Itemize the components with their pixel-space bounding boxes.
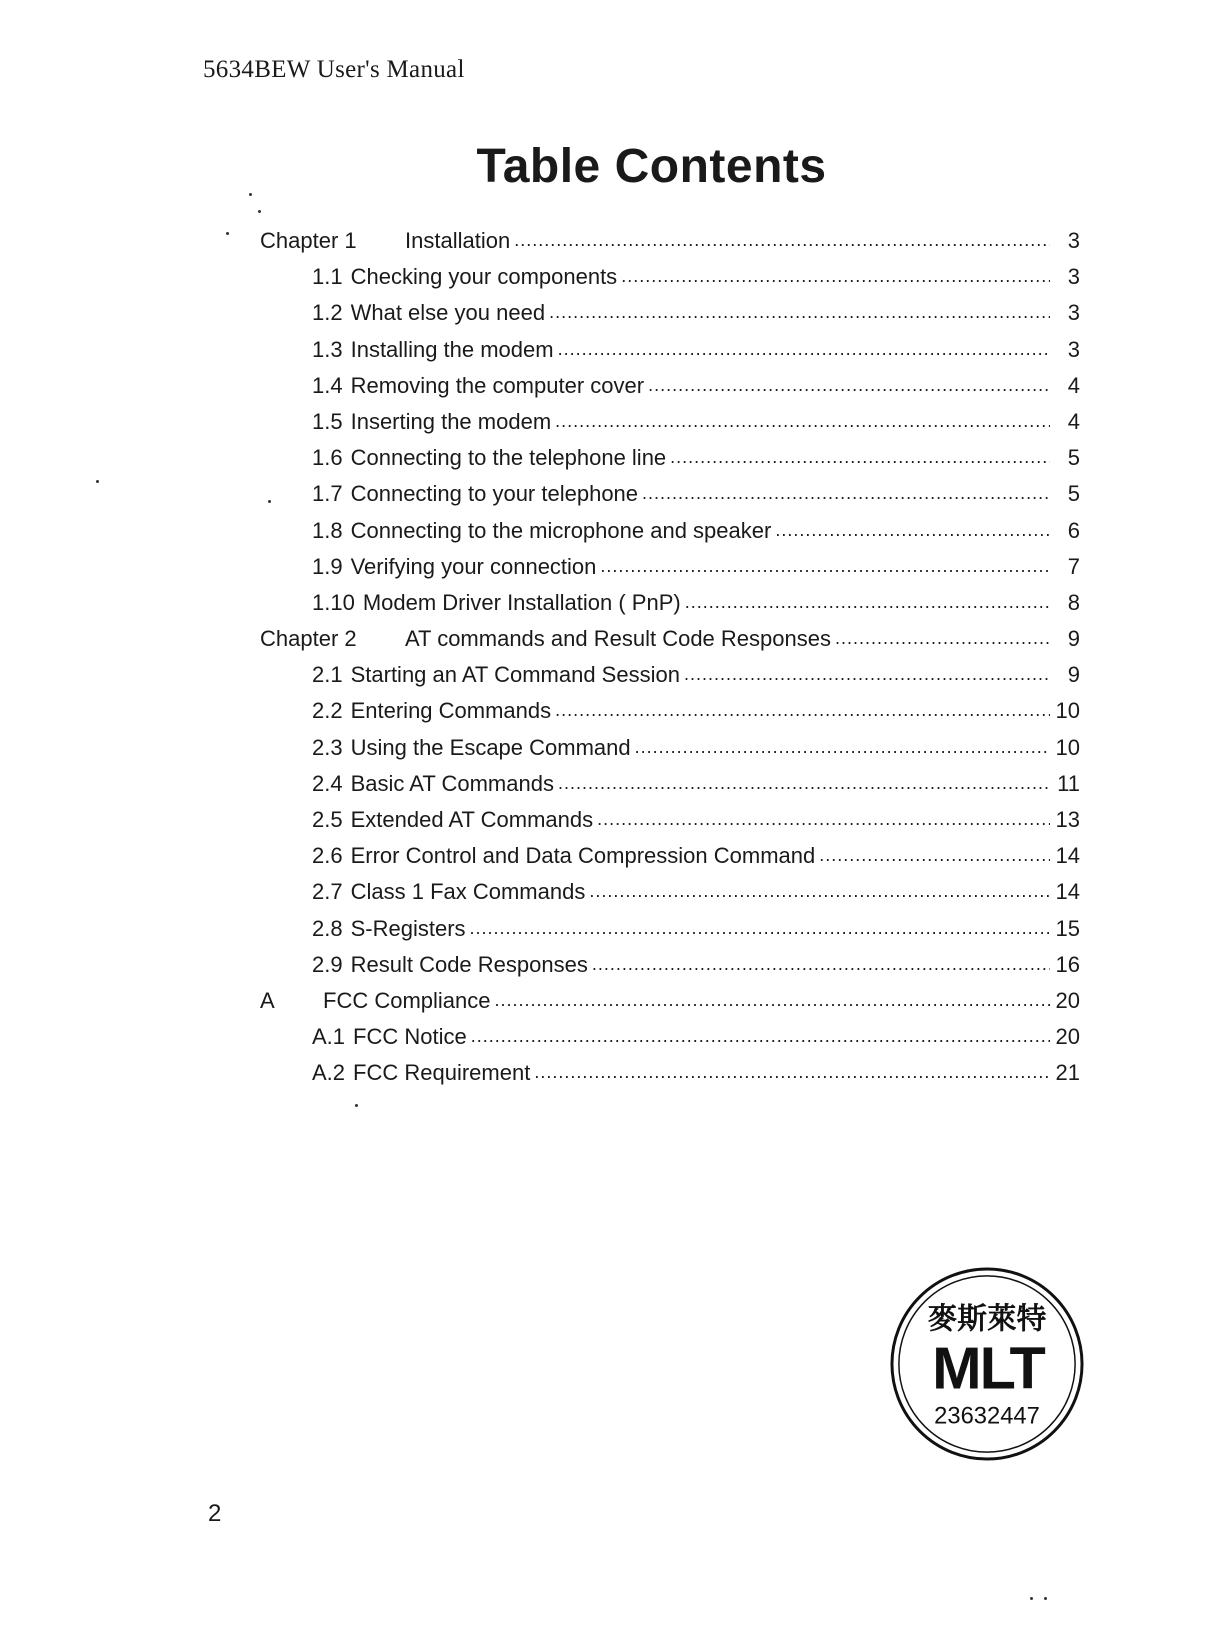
scan-speck (96, 480, 99, 483)
toc-entry-page: 10 (1055, 734, 1080, 760)
toc-section-entry[interactable] (255, 807, 1080, 843)
dot-leader (775, 516, 1050, 542)
toc-entry-number: 1.8 (312, 517, 343, 543)
dot-leader (471, 1022, 1050, 1048)
toc-entry-page: 6 (1067, 517, 1080, 543)
dot-leader (819, 841, 1050, 867)
page-title: Table Contents (476, 140, 827, 193)
toc-entry-page: 14 (1055, 843, 1080, 869)
toc-entry-title: Installing the modem (350, 336, 554, 362)
toc-entry-title: Installation (405, 228, 511, 253)
toc-entry-title: FCC Requirement (353, 1060, 531, 1086)
toc-entry-title: Connecting to the telephone line (350, 445, 667, 471)
toc-entry-number: 1.4 (312, 372, 343, 398)
toc-entry-page: 13 (1055, 807, 1080, 832)
toc-entry-number: 1.10 (312, 589, 355, 615)
toc-section-entry[interactable] (255, 1060, 1080, 1096)
dot-leader (495, 986, 1051, 1012)
toc-entry-page: 21 (1055, 1060, 1080, 1086)
dot-leader (558, 335, 1050, 361)
toc-entry-page: 16 (1055, 951, 1080, 977)
toc-section-entry[interactable] (255, 1024, 1080, 1060)
toc-entry-page: 3 (1067, 336, 1080, 362)
toc-entry-title: Entering Commands (350, 698, 552, 724)
toc-entry-title: Inserting the modem (350, 408, 552, 434)
toc-section-entry[interactable] (255, 843, 1080, 879)
toc-entry-title: Error Control and Data Compression Command (350, 843, 816, 869)
scan-speck (249, 193, 252, 196)
toc-chapter-entry[interactable] (255, 988, 1080, 1024)
toc-section-entry[interactable] (255, 264, 1080, 300)
dot-leader (600, 552, 1050, 578)
stamp-phone-text: 23632447 (934, 1402, 1040, 1430)
table-of-contents (255, 228, 1080, 1097)
toc-entry-title: FCC Notice (353, 1024, 467, 1050)
toc-entry-number: 2.3 (312, 734, 343, 760)
toc-entry-number: 2.8 (312, 915, 343, 941)
toc-entry-page: 3 (1067, 300, 1080, 326)
toc-entry-title: Connecting to the microphone and speaker (350, 517, 772, 543)
stamp-logo-text: MLT (932, 1334, 1044, 1402)
toc-entry-number: 1.6 (312, 445, 343, 471)
dot-leader (514, 226, 1050, 252)
toc-entry-title: Starting an AT Command Session (350, 662, 680, 688)
dot-leader (642, 479, 1050, 505)
toc-entry-page: 3 (1067, 228, 1080, 253)
toc-entry-page: 4 (1067, 408, 1080, 434)
toc-entry-page: 20 (1055, 987, 1080, 1013)
toc-entry-number: 1.7 (312, 481, 343, 507)
dot-leader (835, 624, 1050, 650)
dot-leader (648, 371, 1050, 397)
toc-section-entry[interactable] (255, 445, 1080, 481)
toc-section-entry[interactable] (255, 518, 1080, 554)
dot-leader (597, 805, 1050, 831)
dot-leader (555, 407, 1050, 433)
toc-entry-number: 1.1 (312, 264, 343, 290)
toc-entry-page: 3 (1067, 264, 1080, 290)
toc-entry-title: FCC Compliance (323, 987, 491, 1013)
toc-entry-page: 5 (1067, 445, 1080, 471)
toc-entry-title: Modem Driver Installation ( PnP) (362, 589, 681, 615)
toc-entry-number: A.1 (312, 1024, 346, 1050)
toc-section-entry[interactable] (255, 952, 1080, 988)
dot-leader (670, 443, 1050, 469)
toc-entry-title: Class 1 Fax Commands (350, 879, 586, 905)
company-stamp (888, 1265, 1086, 1463)
toc-entry-page: 20 (1055, 1024, 1080, 1050)
toc-section-entry[interactable] (255, 337, 1080, 373)
toc-entry-page: 7 (1067, 553, 1080, 579)
toc-entry-title: S-Registers (350, 915, 466, 941)
toc-entry-title: Removing the computer cover (350, 372, 645, 398)
dot-leader (470, 914, 1050, 940)
toc-entry-number: 1.2 (312, 300, 343, 326)
running-header: 5634BEW User's Manual (203, 56, 465, 83)
dot-leader (549, 298, 1050, 324)
toc-section-entry[interactable] (255, 879, 1080, 915)
dot-leader (589, 877, 1050, 903)
toc-entry-number: Chapter 2 (260, 626, 357, 652)
toc-section-entry[interactable] (255, 771, 1080, 807)
toc-entry-number: 2.5 (312, 807, 343, 832)
dot-leader (685, 588, 1050, 614)
toc-entry-title: Verifying your connection (350, 553, 597, 579)
toc-section-entry[interactable] (255, 735, 1080, 771)
toc-entry-number: 2.1 (312, 662, 343, 688)
toc-entry-page: 10 (1055, 698, 1080, 724)
page-number: 2 (208, 1500, 222, 1527)
toc-entry-number: 2.7 (312, 879, 343, 905)
toc-entry-number: 2.2 (312, 698, 343, 724)
toc-entry-number: 1.9 (312, 553, 343, 579)
dot-leader (635, 733, 1050, 759)
toc-entry-page: 15 (1055, 915, 1080, 941)
dot-leader (684, 660, 1050, 686)
toc-chapter-entry[interactable] (255, 228, 1080, 264)
toc-entry-page: 11 (1057, 770, 1080, 796)
scan-speck (355, 1104, 358, 1107)
toc-entry-title: Using the Escape Command (350, 734, 631, 760)
scan-speck (226, 232, 229, 235)
toc-entry-page: 4 (1067, 372, 1080, 398)
stamp-chinese-text: 麥斯萊特 (927, 1301, 1047, 1337)
toc-entry-page: 8 (1067, 589, 1080, 615)
toc-entry-title: Basic AT Commands (350, 770, 554, 796)
toc-entry-number: 1.5 (312, 408, 343, 434)
toc-section-entry[interactable] (255, 590, 1080, 626)
toc-entry-title: Checking your components (350, 264, 618, 290)
toc-section-entry[interactable] (255, 300, 1080, 336)
toc-entry-number: 2.9 (312, 951, 343, 977)
toc-entry-number: 2.6 (312, 843, 343, 869)
toc-entry-title: AT commands and Result Code Responses (405, 626, 831, 652)
dot-leader (592, 950, 1050, 976)
toc-entry-page: 9 (1067, 626, 1080, 652)
toc-entry-number: 2.4 (312, 770, 343, 796)
toc-entry-number: Chapter 1 (260, 228, 357, 253)
scan-speck (258, 210, 261, 213)
dot-leader (534, 1058, 1050, 1084)
toc-section-entry[interactable] (255, 916, 1080, 952)
scan-speck (268, 500, 271, 503)
toc-entry-title: Extended AT Commands (350, 807, 594, 832)
toc-section-entry[interactable] (255, 698, 1080, 734)
toc-entry-number: 1.3 (312, 336, 343, 362)
scan-speck (1044, 1597, 1047, 1600)
toc-section-entry[interactable] (255, 662, 1080, 698)
toc-entry-title: What else you need (350, 300, 546, 326)
toc-section-entry[interactable] (255, 409, 1080, 445)
dot-leader (555, 696, 1050, 722)
toc-section-entry[interactable] (255, 373, 1080, 409)
dot-leader (558, 769, 1050, 795)
toc-entry-title: Result Code Responses (350, 951, 588, 977)
toc-entry-title: Connecting to your telephone (350, 481, 639, 507)
toc-entry-page: 5 (1067, 481, 1080, 507)
toc-entry-page: 14 (1055, 879, 1080, 905)
toc-entry-number: A.2 (312, 1060, 346, 1086)
toc-entry-number: A (260, 987, 275, 1013)
toc-chapter-entry[interactable] (255, 626, 1080, 662)
toc-section-entry[interactable] (255, 554, 1080, 590)
scan-speck (1030, 1597, 1033, 1600)
toc-entry-page: 9 (1067, 662, 1080, 688)
toc-section-entry[interactable] (255, 481, 1080, 517)
dot-leader (621, 262, 1050, 288)
